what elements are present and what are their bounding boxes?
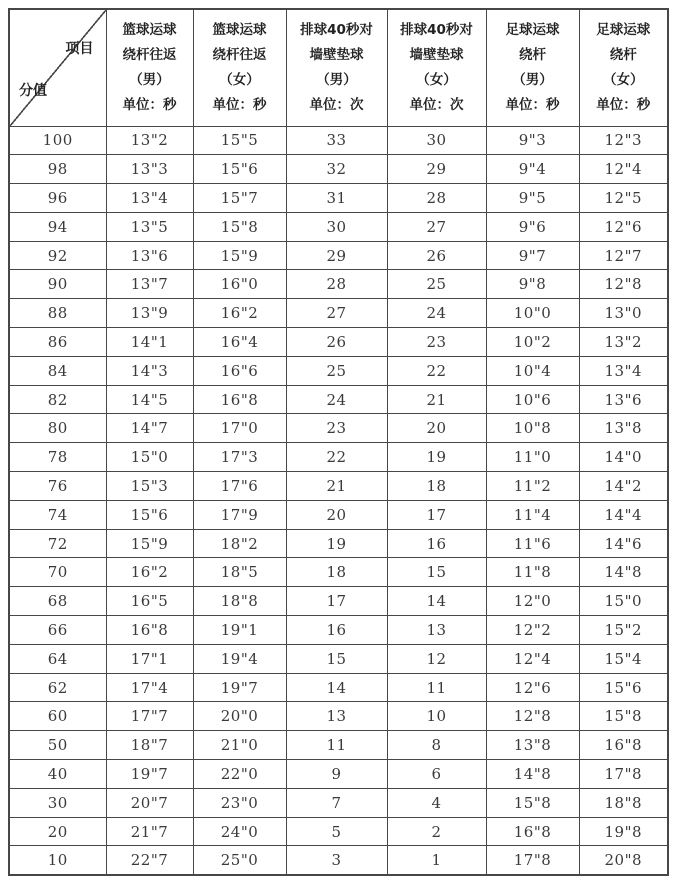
value-cell: 27 bbox=[286, 299, 387, 328]
score-cell: 72 bbox=[9, 529, 106, 558]
value-cell: 19 bbox=[387, 443, 486, 472]
value-cell: 14"5 bbox=[106, 385, 193, 414]
column-header-line: （男） bbox=[512, 71, 553, 88]
score-cell: 84 bbox=[9, 356, 106, 385]
table-row bbox=[9, 356, 668, 385]
corner-label-item: 项目 bbox=[65, 41, 94, 57]
table-row bbox=[9, 817, 668, 846]
column-header-line: 单位：秒 bbox=[122, 96, 177, 113]
table-row bbox=[9, 299, 668, 328]
score-cell: 74 bbox=[9, 500, 106, 529]
value-cell: 13"2 bbox=[579, 328, 668, 357]
value-cell: 20"8 bbox=[579, 846, 668, 875]
value-cell: 23"0 bbox=[193, 788, 286, 817]
value-cell: 18"8 bbox=[579, 788, 668, 817]
value-cell: 19"4 bbox=[193, 644, 286, 673]
column-header-line: 足球运球 bbox=[505, 21, 560, 38]
score-cell: 62 bbox=[9, 673, 106, 702]
value-cell: 17 bbox=[387, 500, 486, 529]
value-cell: 15"6 bbox=[579, 673, 668, 702]
score-cell: 80 bbox=[9, 414, 106, 443]
score-cell: 40 bbox=[9, 760, 106, 789]
value-cell: 17"4 bbox=[106, 673, 193, 702]
value-cell: 12"6 bbox=[486, 673, 579, 702]
value-cell: 15"6 bbox=[106, 500, 193, 529]
value-cell: 15 bbox=[387, 558, 486, 587]
value-cell: 9"5 bbox=[486, 184, 579, 213]
column-header-line: 篮球运球 bbox=[122, 21, 177, 38]
value-cell: 17"6 bbox=[193, 472, 286, 501]
score-cell: 20 bbox=[9, 817, 106, 846]
value-cell: 11"6 bbox=[486, 529, 579, 558]
value-cell: 13"2 bbox=[106, 126, 193, 155]
value-cell: 16"8 bbox=[579, 731, 668, 760]
value-cell: 12"7 bbox=[579, 241, 668, 270]
value-cell: 23 bbox=[387, 328, 486, 357]
value-cell: 12"6 bbox=[579, 212, 668, 241]
table-row bbox=[9, 155, 668, 184]
column-header-line: 篮球运球 bbox=[212, 21, 267, 38]
value-cell: 9"3 bbox=[486, 126, 579, 155]
score-cell: 86 bbox=[9, 328, 106, 357]
value-cell: 12"8 bbox=[486, 702, 579, 731]
value-cell: 22"0 bbox=[193, 760, 286, 789]
value-cell: 16"6 bbox=[193, 356, 286, 385]
value-cell: 7 bbox=[286, 788, 387, 817]
value-cell: 13"6 bbox=[106, 241, 193, 270]
table-row bbox=[9, 644, 668, 673]
value-cell: 24"0 bbox=[193, 817, 286, 846]
value-cell: 15"6 bbox=[193, 155, 286, 184]
value-cell: 15"0 bbox=[106, 443, 193, 472]
value-cell: 30 bbox=[286, 212, 387, 241]
value-cell: 25 bbox=[387, 270, 486, 299]
value-cell: 20 bbox=[387, 414, 486, 443]
value-cell: 16"8 bbox=[193, 385, 286, 414]
column-header-line: 单位：秒 bbox=[596, 96, 651, 113]
value-cell: 1 bbox=[387, 846, 486, 875]
column-header-line: 单位：次 bbox=[309, 96, 364, 113]
value-cell: 14"1 bbox=[106, 328, 193, 357]
value-cell: 14"6 bbox=[579, 529, 668, 558]
value-cell: 21 bbox=[286, 472, 387, 501]
table-row bbox=[9, 385, 668, 414]
table-row bbox=[9, 702, 668, 731]
score-cell: 78 bbox=[9, 443, 106, 472]
value-cell: 19"7 bbox=[193, 673, 286, 702]
value-cell: 17 bbox=[286, 587, 387, 616]
value-cell: 14"8 bbox=[579, 558, 668, 587]
value-cell: 13"9 bbox=[106, 299, 193, 328]
value-cell: 29 bbox=[286, 241, 387, 270]
value-cell: 14"4 bbox=[579, 500, 668, 529]
value-cell: 25 bbox=[286, 356, 387, 385]
value-cell: 9"4 bbox=[486, 155, 579, 184]
score-cell: 70 bbox=[9, 558, 106, 587]
value-cell: 13"3 bbox=[106, 155, 193, 184]
value-cell: 12"8 bbox=[579, 270, 668, 299]
value-cell: 16"8 bbox=[486, 817, 579, 846]
value-cell: 3 bbox=[286, 846, 387, 875]
value-cell: 16"8 bbox=[106, 616, 193, 645]
value-cell: 26 bbox=[286, 328, 387, 357]
table-header bbox=[9, 9, 668, 126]
value-cell: 25"0 bbox=[193, 846, 286, 875]
value-cell: 13"6 bbox=[579, 385, 668, 414]
table-row bbox=[9, 500, 668, 529]
value-cell: 16 bbox=[286, 616, 387, 645]
value-cell: 11"0 bbox=[486, 443, 579, 472]
value-cell: 10"0 bbox=[486, 299, 579, 328]
score-cell: 60 bbox=[9, 702, 106, 731]
value-cell: 16 bbox=[387, 529, 486, 558]
value-cell: 19"8 bbox=[579, 817, 668, 846]
value-cell: 11 bbox=[286, 731, 387, 760]
value-cell: 12"3 bbox=[579, 126, 668, 155]
value-cell: 8 bbox=[387, 731, 486, 760]
value-cell: 15"7 bbox=[193, 184, 286, 213]
value-cell: 14"2 bbox=[579, 472, 668, 501]
column-header-line: 单位：秒 bbox=[505, 96, 560, 113]
column-header-line: 绕杆 bbox=[609, 46, 637, 63]
column-header-2 bbox=[193, 9, 286, 126]
score-cell: 100 bbox=[9, 126, 106, 155]
value-cell: 5 bbox=[286, 817, 387, 846]
table-row bbox=[9, 529, 668, 558]
value-cell: 32 bbox=[286, 155, 387, 184]
value-cell: 9 bbox=[286, 760, 387, 789]
table-row bbox=[9, 270, 668, 299]
value-cell: 11"8 bbox=[486, 558, 579, 587]
value-cell: 23 bbox=[286, 414, 387, 443]
score-cell: 64 bbox=[9, 644, 106, 673]
value-cell: 18"2 bbox=[193, 529, 286, 558]
table-row bbox=[9, 731, 668, 760]
table-body bbox=[9, 126, 668, 875]
value-cell: 14"8 bbox=[486, 760, 579, 789]
value-cell: 21"0 bbox=[193, 731, 286, 760]
value-cell: 12"5 bbox=[579, 184, 668, 213]
value-cell: 16"2 bbox=[193, 299, 286, 328]
value-cell: 12"4 bbox=[579, 155, 668, 184]
score-cell: 96 bbox=[9, 184, 106, 213]
value-cell: 11"4 bbox=[486, 500, 579, 529]
value-cell: 16"0 bbox=[193, 270, 286, 299]
value-cell: 15"5 bbox=[193, 126, 286, 155]
value-cell: 11 bbox=[387, 673, 486, 702]
value-cell: 13"0 bbox=[579, 299, 668, 328]
value-cell: 33 bbox=[286, 126, 387, 155]
value-cell: 27 bbox=[387, 212, 486, 241]
value-cell: 15"9 bbox=[193, 241, 286, 270]
column-header-line: （女） bbox=[219, 71, 260, 88]
table-row bbox=[9, 414, 668, 443]
score-cell: 92 bbox=[9, 241, 106, 270]
table-row bbox=[9, 443, 668, 472]
value-cell: 9"7 bbox=[486, 241, 579, 270]
value-cell: 10"2 bbox=[486, 328, 579, 357]
column-header-line: 绕杆 bbox=[519, 46, 546, 63]
value-cell: 14 bbox=[286, 673, 387, 702]
value-cell: 14"3 bbox=[106, 356, 193, 385]
score-cell: 10 bbox=[9, 846, 106, 875]
table-row bbox=[9, 673, 668, 702]
value-cell: 2 bbox=[387, 817, 486, 846]
value-cell: 17"0 bbox=[193, 414, 286, 443]
value-cell: 21"7 bbox=[106, 817, 193, 846]
value-cell: 17"7 bbox=[106, 702, 193, 731]
value-cell: 17"9 bbox=[193, 500, 286, 529]
value-cell: 13"8 bbox=[486, 731, 579, 760]
value-cell: 18"5 bbox=[193, 558, 286, 587]
value-cell: 15"9 bbox=[106, 529, 193, 558]
value-cell: 17"3 bbox=[193, 443, 286, 472]
value-cell: 9"8 bbox=[486, 270, 579, 299]
value-cell: 6 bbox=[387, 760, 486, 789]
value-cell: 31 bbox=[286, 184, 387, 213]
value-cell: 28 bbox=[387, 184, 486, 213]
sports-score-table bbox=[8, 8, 669, 876]
value-cell: 10"6 bbox=[486, 385, 579, 414]
value-cell: 19"7 bbox=[106, 760, 193, 789]
table-row bbox=[9, 472, 668, 501]
value-cell: 9"6 bbox=[486, 212, 579, 241]
column-header-line: 绕杆往返 bbox=[212, 46, 267, 63]
value-cell: 15"8 bbox=[486, 788, 579, 817]
score-cell: 82 bbox=[9, 385, 106, 414]
value-cell: 10"8 bbox=[486, 414, 579, 443]
value-cell: 18 bbox=[286, 558, 387, 587]
table-row bbox=[9, 126, 668, 155]
column-header-line: 足球运球 bbox=[596, 21, 651, 38]
value-cell: 17"1 bbox=[106, 644, 193, 673]
value-cell: 11"2 bbox=[486, 472, 579, 501]
column-header-5 bbox=[486, 9, 579, 126]
value-cell: 16"2 bbox=[106, 558, 193, 587]
table-row bbox=[9, 184, 668, 213]
column-header-line: 单位：秒 bbox=[212, 96, 267, 113]
value-cell: 10"4 bbox=[486, 356, 579, 385]
value-cell: 14"7 bbox=[106, 414, 193, 443]
table-row bbox=[9, 558, 668, 587]
table-row bbox=[9, 616, 668, 645]
value-cell: 13"7 bbox=[106, 270, 193, 299]
value-cell: 12"2 bbox=[486, 616, 579, 645]
value-cell: 15"3 bbox=[106, 472, 193, 501]
column-header-line: 墙壁垫球 bbox=[409, 46, 464, 63]
score-cell: 30 bbox=[9, 788, 106, 817]
score-cell: 88 bbox=[9, 299, 106, 328]
value-cell: 30 bbox=[387, 126, 486, 155]
value-cell: 18"7 bbox=[106, 731, 193, 760]
value-cell: 29 bbox=[387, 155, 486, 184]
value-cell: 22"7 bbox=[106, 846, 193, 875]
table-row bbox=[9, 846, 668, 875]
value-cell: 12 bbox=[387, 644, 486, 673]
column-header-line: （女） bbox=[603, 71, 644, 88]
column-header-4 bbox=[387, 9, 486, 126]
value-cell: 16"4 bbox=[193, 328, 286, 357]
column-header-line: （男） bbox=[129, 71, 170, 88]
corner-cell bbox=[9, 9, 106, 126]
value-cell: 17"8 bbox=[579, 760, 668, 789]
value-cell: 15"2 bbox=[579, 616, 668, 645]
table-row bbox=[9, 328, 668, 357]
value-cell: 28 bbox=[286, 270, 387, 299]
value-cell: 26 bbox=[387, 241, 486, 270]
value-cell: 13"4 bbox=[579, 356, 668, 385]
value-cell: 15"8 bbox=[193, 212, 286, 241]
value-cell: 12"0 bbox=[486, 587, 579, 616]
value-cell: 22 bbox=[387, 356, 486, 385]
score-cell: 66 bbox=[9, 616, 106, 645]
column-header-3 bbox=[286, 9, 387, 126]
column-header-line: 排球40秒对 bbox=[400, 21, 473, 38]
value-cell: 15"4 bbox=[579, 644, 668, 673]
value-cell: 21 bbox=[387, 385, 486, 414]
score-cell: 68 bbox=[9, 587, 106, 616]
value-cell: 22 bbox=[286, 443, 387, 472]
value-cell: 15"8 bbox=[579, 702, 668, 731]
column-header-line: 排球40秒对 bbox=[300, 21, 373, 38]
value-cell: 13 bbox=[387, 616, 486, 645]
table-row bbox=[9, 587, 668, 616]
value-cell: 20 bbox=[286, 500, 387, 529]
corner-label-score: 分值 bbox=[19, 82, 47, 99]
value-cell: 15"0 bbox=[579, 587, 668, 616]
value-cell: 14 bbox=[387, 587, 486, 616]
column-header-1 bbox=[106, 9, 193, 126]
value-cell: 14"0 bbox=[579, 443, 668, 472]
score-cell: 98 bbox=[9, 155, 106, 184]
column-header-line: （男） bbox=[316, 71, 357, 88]
table-row bbox=[9, 788, 668, 817]
table-row bbox=[9, 212, 668, 241]
value-cell: 24 bbox=[387, 299, 486, 328]
value-cell: 19"1 bbox=[193, 616, 286, 645]
column-header-line: 墙壁垫球 bbox=[309, 46, 364, 63]
column-header-6 bbox=[579, 9, 668, 126]
column-header-line: 绕杆往返 bbox=[122, 46, 177, 63]
value-cell: 20"7 bbox=[106, 788, 193, 817]
value-cell: 20"0 bbox=[193, 702, 286, 731]
value-cell: 18 bbox=[387, 472, 486, 501]
table-row bbox=[9, 760, 668, 789]
value-cell: 19 bbox=[286, 529, 387, 558]
table-row bbox=[9, 241, 668, 270]
value-cell: 17"8 bbox=[486, 846, 579, 875]
value-cell: 12"4 bbox=[486, 644, 579, 673]
value-cell: 18"8 bbox=[193, 587, 286, 616]
value-cell: 13 bbox=[286, 702, 387, 731]
column-header-line: 单位：次 bbox=[409, 96, 464, 113]
column-header-line: （女） bbox=[416, 71, 457, 88]
score-cell: 90 bbox=[9, 270, 106, 299]
value-cell: 15 bbox=[286, 644, 387, 673]
score-cell: 76 bbox=[9, 472, 106, 501]
value-cell: 24 bbox=[286, 385, 387, 414]
value-cell: 16"5 bbox=[106, 587, 193, 616]
value-cell: 13"8 bbox=[579, 414, 668, 443]
header-row bbox=[9, 9, 668, 126]
score-cell: 94 bbox=[9, 212, 106, 241]
score-cell: 50 bbox=[9, 731, 106, 760]
value-cell: 10 bbox=[387, 702, 486, 731]
value-cell: 4 bbox=[387, 788, 486, 817]
value-cell: 13"4 bbox=[106, 184, 193, 213]
value-cell: 13"5 bbox=[106, 212, 193, 241]
